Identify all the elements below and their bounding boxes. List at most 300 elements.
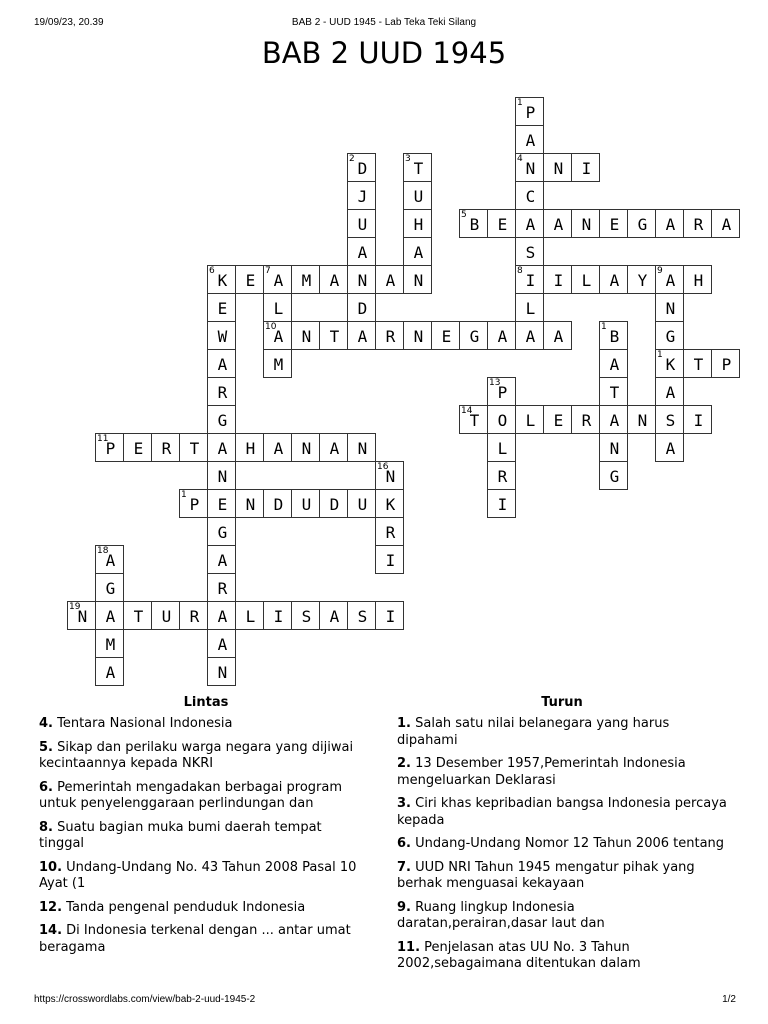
cell-letter: E xyxy=(441,327,452,346)
cell-letter: A xyxy=(721,215,732,234)
grid-cell[interactable] xyxy=(487,433,516,462)
cell-letter: I xyxy=(693,411,704,430)
cell-letter: J xyxy=(357,187,368,206)
grid-cell[interactable] xyxy=(627,405,656,434)
cell-letter: U xyxy=(357,215,368,234)
grid-cell[interactable] xyxy=(207,265,236,294)
lintas-clue xyxy=(39,860,359,893)
cell-letter: D xyxy=(357,159,368,178)
cell-letter: A xyxy=(105,551,116,570)
cell-letter: E xyxy=(609,215,620,234)
clue-number: 14 xyxy=(461,406,473,416)
cell-letter: U xyxy=(301,495,312,514)
cell-letter: I xyxy=(525,271,536,290)
clue-text: Suatu bagian muka bumi daerah tempat tinggal xyxy=(39,819,322,851)
lintas-clue-list xyxy=(39,716,359,963)
clue-number: 5. xyxy=(39,739,53,755)
cell-letter: N xyxy=(665,299,676,318)
lintas-heading: Lintas xyxy=(183,695,229,710)
cell-letter: A xyxy=(609,411,620,430)
grid-cell[interactable] xyxy=(571,153,600,182)
turun-clue xyxy=(397,940,727,973)
grid-cell[interactable] xyxy=(347,601,376,630)
cell-letter: A xyxy=(497,327,508,346)
cell-letter: D xyxy=(357,299,368,318)
clue-text: Ciri khas kepribadian bangsa Indonesia percaya kepada xyxy=(397,796,727,828)
grid-cell[interactable] xyxy=(207,517,236,546)
clue-number: 8 xyxy=(517,266,523,276)
grid-cell[interactable] xyxy=(235,489,264,518)
clue-number: 6 xyxy=(209,266,215,276)
grid-cell[interactable] xyxy=(235,601,264,630)
grid-cell[interactable] xyxy=(515,265,544,294)
grid-cell[interactable] xyxy=(95,433,124,462)
grid-cell[interactable] xyxy=(207,377,236,406)
grid-cell[interactable] xyxy=(515,321,544,350)
cell-letter: A xyxy=(665,439,676,458)
clue-number: 18 xyxy=(97,546,109,556)
cell-letter: R xyxy=(217,579,228,598)
grid-cell[interactable] xyxy=(263,265,292,294)
grid-cell[interactable] xyxy=(235,265,264,294)
clue-number: 10 xyxy=(265,322,277,332)
grid-cell[interactable] xyxy=(263,489,292,518)
grid-cell[interactable] xyxy=(319,601,348,630)
grid-cell[interactable] xyxy=(655,377,684,406)
cell-letter: R xyxy=(385,327,396,346)
cell-letter: G xyxy=(105,579,116,598)
grid-cell[interactable] xyxy=(319,433,348,462)
grid-cell[interactable] xyxy=(375,265,404,294)
grid-cell[interactable] xyxy=(683,405,712,434)
clue-number: 6. xyxy=(39,779,53,795)
clue-text: Ruang lingkup Indonesia daratan,perairan,dasar laut dan xyxy=(397,899,605,931)
cell-letter: A xyxy=(553,215,564,234)
cell-letter: P xyxy=(525,103,536,122)
lintas-clue xyxy=(39,923,359,956)
cell-letter: L xyxy=(497,439,508,458)
cell-letter: M xyxy=(273,355,284,374)
clue-number: 2. xyxy=(397,756,411,771)
grid-cell[interactable] xyxy=(655,265,684,294)
grid-cell[interactable] xyxy=(319,265,348,294)
cell-letter: A xyxy=(525,131,536,150)
cell-letter: P xyxy=(105,439,116,458)
grid-cell[interactable] xyxy=(515,209,544,238)
grid-cell[interactable] xyxy=(403,153,432,182)
grid-cell[interactable] xyxy=(571,405,600,434)
grid-cell[interactable] xyxy=(291,601,320,630)
cell-letter: N xyxy=(245,495,256,514)
clue-number: 3. xyxy=(397,796,411,811)
grid-cell[interactable] xyxy=(543,153,572,182)
cell-letter: A xyxy=(553,327,564,346)
cell-letter: E xyxy=(553,411,564,430)
clue-number: 2 xyxy=(349,154,355,164)
cell-letter: A xyxy=(665,271,676,290)
turun-heading: Turun xyxy=(541,695,583,710)
clue-text: Tanda pengenal penduduk Indonesia xyxy=(62,899,306,915)
grid-cell[interactable] xyxy=(207,601,236,630)
cell-letter: N xyxy=(413,327,424,346)
cell-letter: K xyxy=(385,495,396,514)
grid-cell[interactable] xyxy=(347,153,376,182)
cell-letter: E xyxy=(217,299,228,318)
cell-letter: I xyxy=(385,607,396,626)
clue-number: 3 xyxy=(405,154,411,164)
grid-cell[interactable] xyxy=(207,321,236,350)
cell-letter: L xyxy=(525,299,536,318)
cell-letter: P xyxy=(721,355,732,374)
grid-cell[interactable] xyxy=(655,349,684,378)
cell-letter: P xyxy=(497,383,508,402)
clue-number: 14. xyxy=(39,923,63,938)
cell-letter: N xyxy=(357,439,368,458)
turun-clue xyxy=(397,860,727,893)
grid-cell[interactable] xyxy=(515,405,544,434)
grid-cell[interactable] xyxy=(151,433,180,462)
turun-clue xyxy=(397,900,727,933)
clue-number: 1 xyxy=(657,350,663,360)
clue-number: 11 xyxy=(97,434,109,444)
cell-letter: B xyxy=(469,215,480,234)
cell-letter: U xyxy=(161,607,172,626)
clue-number: 12. xyxy=(39,899,63,915)
grid-cell[interactable] xyxy=(543,405,572,434)
grid-cell[interactable] xyxy=(375,601,404,630)
grid-cell[interactable] xyxy=(179,489,208,518)
cell-letter: H xyxy=(413,215,424,234)
grid-cell[interactable] xyxy=(207,657,236,686)
grid-cell[interactable] xyxy=(291,489,320,518)
grid-cell[interactable] xyxy=(711,349,740,378)
cell-letter: R xyxy=(497,467,508,486)
cell-letter: A xyxy=(357,327,368,346)
grid-cell[interactable] xyxy=(599,209,628,238)
cell-letter: I xyxy=(385,551,396,570)
cell-letter: M xyxy=(301,271,312,290)
clue-number: 8. xyxy=(39,819,53,835)
cell-letter: N xyxy=(357,271,368,290)
grid-cell[interactable] xyxy=(627,265,656,294)
cell-letter: R xyxy=(217,383,228,402)
grid-cell[interactable] xyxy=(263,601,292,630)
grid-cell[interactable] xyxy=(459,209,488,238)
grid-cell[interactable] xyxy=(207,573,236,602)
grid-cell[interactable] xyxy=(543,209,572,238)
cell-letter: A xyxy=(329,271,340,290)
clue-number: 19 xyxy=(69,602,81,612)
cell-letter: N xyxy=(77,607,88,626)
clue-number: 1 xyxy=(601,322,607,332)
print-datetime: 19/09/23, 20.39 xyxy=(34,17,104,28)
cell-letter: A xyxy=(217,439,228,458)
grid-cell[interactable] xyxy=(515,293,544,322)
clue-number: 6. xyxy=(397,836,411,851)
cell-letter: D xyxy=(329,495,340,514)
cell-letter: A xyxy=(665,383,676,402)
grid-cell[interactable] xyxy=(375,517,404,546)
grid-cell[interactable] xyxy=(487,377,516,406)
page-title: BAB 2 UUD 1945 xyxy=(261,36,507,70)
grid-cell[interactable] xyxy=(599,377,628,406)
clue-number: 1. xyxy=(397,716,411,731)
turun-clue xyxy=(397,756,727,789)
clue-text: 13 Desember 1957,Pemerintah Indonesia mengeluarkan Deklarasi xyxy=(397,756,686,788)
cell-letter: N xyxy=(385,467,396,486)
grid-cell[interactable] xyxy=(347,265,376,294)
clue-number: 16 xyxy=(377,462,389,472)
grid-cell[interactable] xyxy=(599,349,628,378)
grid-cell[interactable] xyxy=(655,293,684,322)
grid-cell[interactable] xyxy=(347,433,376,462)
grid-cell[interactable] xyxy=(375,489,404,518)
grid-cell[interactable] xyxy=(599,461,628,490)
cell-letter: N xyxy=(609,439,620,458)
grid-cell[interactable] xyxy=(403,209,432,238)
cell-letter: G xyxy=(217,523,228,542)
grid-cell[interactable] xyxy=(179,433,208,462)
grid-cell[interactable] xyxy=(543,265,572,294)
grid-cell[interactable] xyxy=(627,209,656,238)
cell-letter: L xyxy=(581,271,592,290)
cell-letter: O xyxy=(497,411,508,430)
grid-cell[interactable] xyxy=(683,349,712,378)
grid-cell[interactable] xyxy=(403,181,432,210)
grid-cell[interactable] xyxy=(123,601,152,630)
cell-letter: L xyxy=(245,607,256,626)
grid-cell[interactable] xyxy=(571,265,600,294)
clue-text: Tentara Nasional Indonesia xyxy=(52,716,233,731)
clue-number: 1 xyxy=(517,98,523,108)
cell-letter: T xyxy=(469,411,480,430)
cell-letter: I xyxy=(553,271,564,290)
cell-letter: A xyxy=(217,355,228,374)
lintas-clue xyxy=(39,820,359,853)
cell-letter: I xyxy=(581,159,592,178)
grid-cell[interactable] xyxy=(207,405,236,434)
cell-letter: T xyxy=(133,607,144,626)
footer-url: https://crosswordlabs.com/view/bab-2-uud-1945-2 xyxy=(34,994,256,1005)
grid-cell[interactable] xyxy=(95,629,124,658)
cell-letter: S xyxy=(665,411,676,430)
cell-letter: T xyxy=(189,439,200,458)
clue-text: UUD NRI Tahun 1945 mengatur pihak yang berhak menguasai kekayaan xyxy=(397,859,695,891)
clue-text: Salah satu nilai belanegara yang harus dipahami xyxy=(397,716,670,748)
grid-cell[interactable] xyxy=(207,293,236,322)
grid-cell[interactable] xyxy=(207,489,236,518)
cell-letter: N xyxy=(301,327,312,346)
grid-cell[interactable] xyxy=(683,265,712,294)
clue-number: 4. xyxy=(39,716,53,731)
cell-letter: A xyxy=(413,243,424,262)
cell-letter: T xyxy=(329,327,340,346)
grid-cell[interactable] xyxy=(459,405,488,434)
grid-cell[interactable] xyxy=(67,601,96,630)
grid-cell[interactable] xyxy=(375,461,404,490)
cell-letter: B xyxy=(609,327,620,346)
cell-letter: S xyxy=(357,607,368,626)
grid-cell[interactable] xyxy=(515,237,544,266)
grid-cell[interactable] xyxy=(319,489,348,518)
cell-letter: A xyxy=(609,355,620,374)
cell-letter: I xyxy=(497,495,508,514)
cell-letter: H xyxy=(693,271,704,290)
grid-cell[interactable] xyxy=(207,349,236,378)
cell-letter: A xyxy=(385,271,396,290)
cell-letter: S xyxy=(301,607,312,626)
grid-cell[interactable] xyxy=(263,321,292,350)
cell-letter: G xyxy=(609,467,620,486)
grid-cell[interactable] xyxy=(263,349,292,378)
cell-letter: A xyxy=(273,271,284,290)
cell-letter: N xyxy=(413,271,424,290)
cell-letter: E xyxy=(245,271,256,290)
turun-clue xyxy=(397,796,727,829)
cell-letter: T xyxy=(693,355,704,374)
cell-letter: A xyxy=(525,327,536,346)
grid-cell[interactable] xyxy=(95,657,124,686)
cell-letter: S xyxy=(525,243,536,262)
lintas-clue xyxy=(39,740,359,773)
lintas-clue xyxy=(39,900,359,917)
clue-number: 4 xyxy=(517,154,523,164)
cell-letter: E xyxy=(497,215,508,234)
cell-letter: A xyxy=(329,439,340,458)
grid-cell[interactable] xyxy=(683,209,712,238)
grid-cell[interactable] xyxy=(403,237,432,266)
clue-text: Di Indonesia terkenal dengan ... antar umat beragama xyxy=(39,923,351,955)
grid-cell[interactable] xyxy=(95,573,124,602)
grid-cell[interactable] xyxy=(459,321,488,350)
grid-cell[interactable] xyxy=(599,265,628,294)
cell-letter: G xyxy=(665,327,676,346)
cell-letter: A xyxy=(357,243,368,262)
cell-letter: R xyxy=(385,523,396,542)
clue-number: 13 xyxy=(489,378,501,388)
grid-cell[interactable] xyxy=(487,405,516,434)
grid-cell[interactable] xyxy=(207,433,236,462)
grid-cell[interactable] xyxy=(319,321,348,350)
clue-number: 11. xyxy=(397,939,421,955)
grid-cell[interactable] xyxy=(95,545,124,574)
grid-cell[interactable] xyxy=(599,433,628,462)
clue-number: 7. xyxy=(397,859,411,875)
grid-cell[interactable] xyxy=(291,321,320,350)
cell-letter: K xyxy=(217,271,228,290)
cell-letter: T xyxy=(413,159,424,178)
cell-letter: R xyxy=(189,607,200,626)
cell-letter: A xyxy=(525,215,536,234)
cell-letter: G xyxy=(217,411,228,430)
grid-cell[interactable] xyxy=(403,321,432,350)
grid-cell[interactable] xyxy=(571,209,600,238)
lintas-clue xyxy=(39,780,359,813)
grid-cell[interactable] xyxy=(347,489,376,518)
grid-cell[interactable] xyxy=(263,293,292,322)
grid-cell[interactable] xyxy=(515,153,544,182)
cell-letter: P xyxy=(189,495,200,514)
grid-cell[interactable] xyxy=(487,209,516,238)
cell-letter: N xyxy=(217,663,228,682)
footer-page-number: 1/2 xyxy=(722,994,736,1005)
cell-letter: N xyxy=(581,215,592,234)
grid-cell[interactable] xyxy=(655,433,684,462)
clue-text: Undang-Undang No. 43 Tahun 2008 Pasal 10 Ayat (1 xyxy=(39,859,357,891)
print-doc-title: BAB 2 - UUD 1945 - Lab Teka Teki Silang xyxy=(291,17,477,28)
grid-cell[interactable] xyxy=(515,181,544,210)
grid-cell[interactable] xyxy=(123,433,152,462)
grid-cell[interactable] xyxy=(655,209,684,238)
grid-cell[interactable] xyxy=(291,265,320,294)
grid-cell[interactable] xyxy=(179,601,208,630)
grid-cell[interactable] xyxy=(151,601,180,630)
cell-letter: E xyxy=(133,439,144,458)
clue-text: Penjelasan atas UU No. 3 Tahun 2002,sebagaimana ditentukan dalam xyxy=(397,939,641,971)
cell-letter: A xyxy=(105,663,116,682)
grid-cell[interactable] xyxy=(487,461,516,490)
grid-cell[interactable] xyxy=(291,433,320,462)
grid-cell[interactable] xyxy=(95,601,124,630)
grid-cell[interactable] xyxy=(263,433,292,462)
grid-cell[interactable] xyxy=(487,489,516,518)
cell-letter: A xyxy=(217,635,228,654)
grid-cell[interactable] xyxy=(711,209,740,238)
cell-letter: N xyxy=(525,159,536,178)
cell-letter: N xyxy=(301,439,312,458)
cell-letter: A xyxy=(273,439,284,458)
clue-number: 1 xyxy=(181,490,187,500)
cell-letter: L xyxy=(273,299,284,318)
grid-cell[interactable] xyxy=(655,321,684,350)
grid-cell[interactable] xyxy=(403,265,432,294)
grid-cell[interactable] xyxy=(207,545,236,574)
grid-cell[interactable] xyxy=(487,321,516,350)
grid-cell[interactable] xyxy=(599,405,628,434)
clue-text: Undang-Undang Nomor 12 Tahun 2006 tentang xyxy=(410,836,725,851)
grid-cell[interactable] xyxy=(375,321,404,350)
grid-cell[interactable] xyxy=(347,237,376,266)
cell-letter: N xyxy=(217,467,228,486)
turun-clue xyxy=(397,836,727,853)
cell-letter: Y xyxy=(637,271,648,290)
cell-letter: E xyxy=(217,495,228,514)
cell-letter: M xyxy=(105,635,116,654)
grid-cell[interactable] xyxy=(235,433,264,462)
grid-cell[interactable] xyxy=(347,181,376,210)
cell-letter: K xyxy=(665,355,676,374)
clue-number: 5 xyxy=(461,210,467,220)
grid-cell[interactable] xyxy=(655,405,684,434)
cell-letter: N xyxy=(553,159,564,178)
grid-cell[interactable] xyxy=(347,209,376,238)
grid-cell[interactable] xyxy=(207,461,236,490)
cell-letter: A xyxy=(217,551,228,570)
cell-letter: L xyxy=(525,411,536,430)
grid-cell[interactable] xyxy=(207,629,236,658)
cell-letter: A xyxy=(217,607,228,626)
clue-number: 9 xyxy=(657,266,663,276)
grid-cell[interactable] xyxy=(515,97,544,126)
grid-cell[interactable] xyxy=(347,321,376,350)
clue-number: 10. xyxy=(39,859,63,875)
grid-cell[interactable] xyxy=(515,125,544,154)
grid-cell[interactable] xyxy=(431,321,460,350)
grid-cell[interactable] xyxy=(599,321,628,350)
grid-cell[interactable] xyxy=(543,321,572,350)
grid-cell[interactable] xyxy=(375,545,404,574)
grid-cell[interactable] xyxy=(347,293,376,322)
